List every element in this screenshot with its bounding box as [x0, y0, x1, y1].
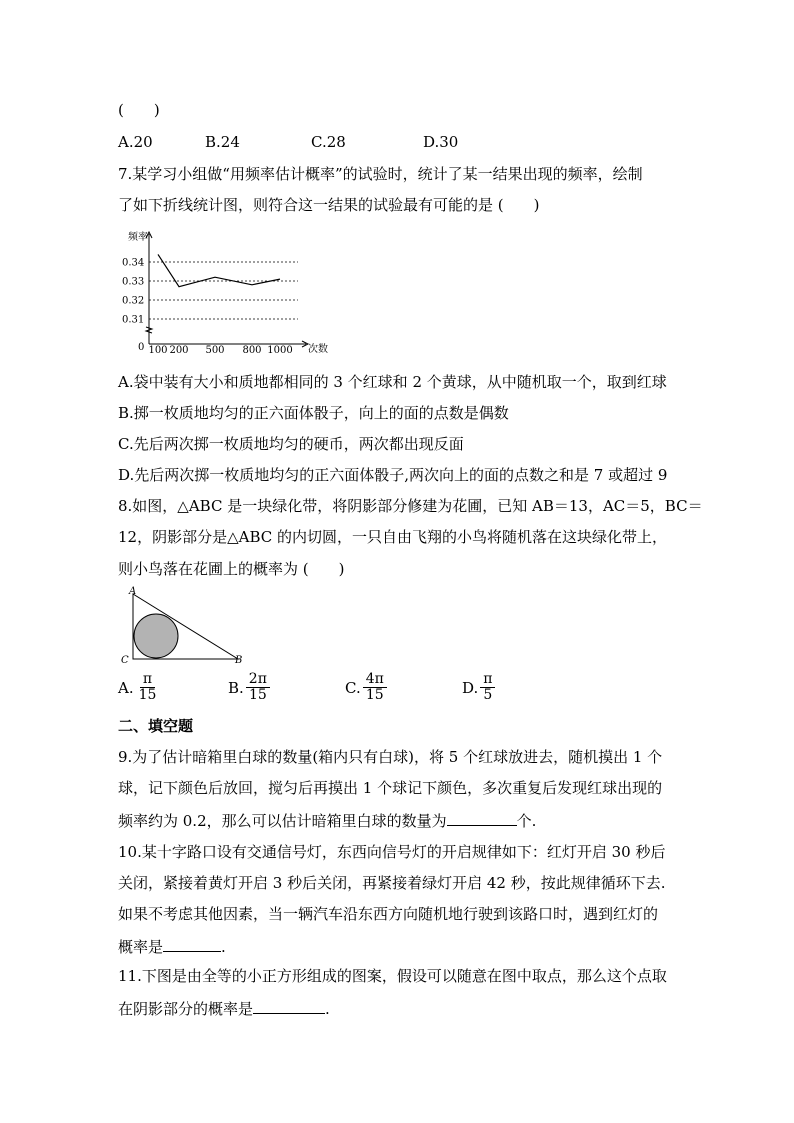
incircle-shaded: [134, 614, 178, 658]
q7-option-a: A.袋中装有大小和质地都相同的 3 个红球和 2 个黄球，从中随机取一个，取到红球: [118, 373, 667, 391]
origin-label: 0: [138, 342, 145, 353]
q8-option-a: A. $\frac{\pi}{15}$: [118, 671, 157, 703]
vertex-label-b: B: [235, 655, 243, 666]
x-tick-label: 800: [242, 345, 262, 356]
y-tick-label: 0.32: [122, 295, 145, 307]
q10-stem-line-4: 概率是 .: [118, 935, 226, 957]
q7-option-d: D.先后两次掷一枚质地均匀的正六面体骰子,两次向上的面的点数之和是 7 或超过 9: [118, 466, 668, 484]
q6-option-b: B.24: [205, 133, 240, 151]
q7-option-c: C.先后两次掷一枚质地均匀的硬币，两次都出现反面: [118, 435, 464, 453]
q11-stem-line-1: 11.下图是由全等的小正方形组成的图案，假设可以随意在图中取点，那么这个点取: [118, 967, 667, 985]
q8-option-b: B. $\frac{2\pi}{15}$: [228, 672, 270, 703]
x-axis-label: 次数: [308, 344, 328, 355]
q6-option-c: C.28: [311, 133, 346, 151]
q10-stem-line-3: 如果不考虑其他因素，当一辆汽车沿东西方向随机地行驶到该路口时，遇到红灯的: [118, 905, 659, 923]
q6-option-d: D.30: [423, 133, 459, 151]
y-tick-label: 0.33: [122, 276, 145, 288]
q10-answer-blank[interactable]: [163, 935, 221, 952]
x-tick-label: 500: [205, 345, 225, 356]
x-tick-label: 1000: [267, 345, 293, 356]
q9-stem-line-2: 球，记下颜色后放回，搅匀后再摸出 1 个球记下颜色，多次重复后发现红球出现的: [118, 779, 663, 797]
q8-stem-line-1: 8.如图，△ABC 是一块绿化带，将阴影部分修建为花圃，已知 AB＝13，AC＝5，BC＝: [118, 497, 703, 515]
section-title-fill-in: 二、填空题: [118, 717, 194, 735]
axis-break-mark: [146, 327, 152, 333]
q6-option-a: A.20: [118, 133, 153, 151]
q10-stem-line-2: 关闭，紧接着黄灯开启 3 秒后关闭，再紧接着绿灯开启 42 秒，按此规律循环下去.: [118, 874, 666, 892]
vertex-label-c: C: [121, 655, 129, 666]
q11-answer-blank[interactable]: [253, 997, 325, 1014]
q8-option-c: C. $\frac{4\pi}{15}$: [345, 672, 387, 703]
q10-stem-line-1: 10.某十字路口设有交通信号灯，东西向信号灯的开启规律如下：红灯开启 30 秒后: [118, 843, 666, 861]
y-tick-labels: [122, 258, 144, 326]
x-tick-labels: [148, 345, 292, 356]
q9-answer-blank[interactable]: [447, 809, 517, 826]
q7-option-b: B.掷一枚质地均匀的正六面体骰子，向上的面的点数是偶数: [118, 404, 509, 422]
q9-stem-line-1: 9.为了估计暗箱里白球的数量(箱内只有白球)，将 5 个红球放进去，随机摸出 1 个: [118, 748, 663, 766]
triangle-incircle-figure: [118, 586, 248, 666]
frequency-line-chart: [118, 226, 338, 360]
q7-stem-line-1: 7.某学习小组做“用频率估计概率”的试验时，统计了某一结果出现的频率，绘制: [118, 165, 643, 183]
q8-option-d: D. $\frac{\pi}{5}$: [462, 672, 495, 703]
q11-stem-line-2: 在阴影部分的概率是 .: [118, 997, 330, 1019]
series-line: [158, 254, 280, 286]
q8-stem-line-3: 则小鸟落在花圃上的概率为 ( ): [118, 560, 345, 578]
vertex-label-a: A: [129, 586, 137, 597]
q6-answer-paren: ( ): [118, 101, 160, 119]
x-tick-label: 100: [148, 345, 168, 356]
q9-stem-line-3: 频率约为 0.2，那么可以估计暗箱里白球的数量为 个.: [118, 809, 536, 831]
x-tick-label: 200: [169, 345, 189, 356]
y-axis-label: 频率: [128, 232, 148, 243]
y-tick-label: 0.31: [122, 314, 145, 326]
q8-stem-line-2: 12，阴影部分是△ABC 的内切圆，一只自由飞翔的小鸟将随机落在这块绿化带上，: [118, 528, 668, 546]
chart-gridlines: [149, 262, 298, 319]
y-tick-label: 0.34: [122, 257, 145, 269]
q7-stem-line-2: 了如下折线统计图，则符合这一结果的试验最有可能的是 ( ): [118, 196, 540, 214]
